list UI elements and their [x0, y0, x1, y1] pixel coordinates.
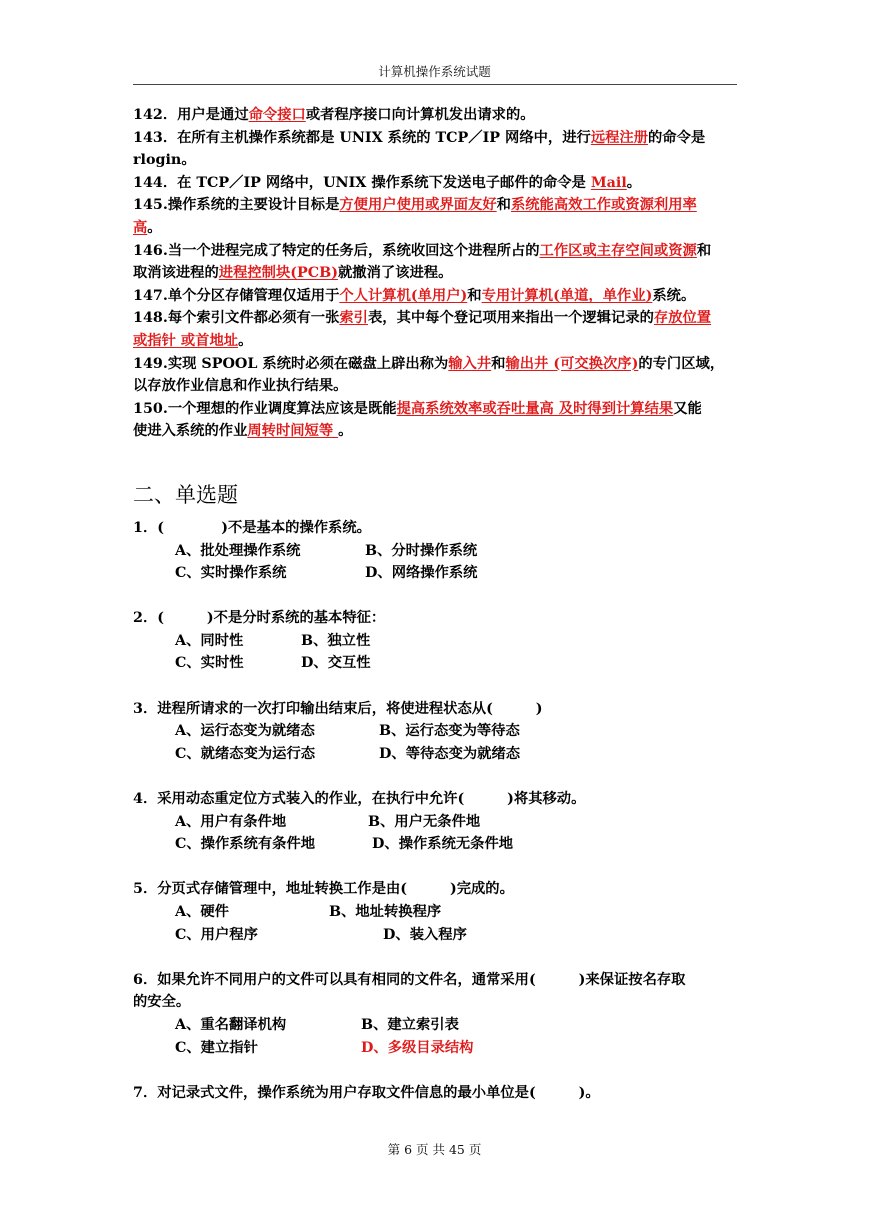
answer-text: 高 — [133, 219, 148, 236]
option-row — [133, 562, 739, 585]
option-row — [133, 743, 739, 766]
fill-blank-line — [133, 240, 739, 263]
answer-text: Mail — [590, 174, 627, 191]
question-text: 和 — [467, 287, 482, 304]
question-text: 的专门区域， — [638, 355, 725, 372]
question-text: 147.单个分区存储管理仅适用于 — [133, 287, 340, 304]
fill-blank-line — [133, 172, 739, 195]
fill-blank-line — [133, 194, 739, 217]
page-content — [133, 104, 739, 1104]
question-stem: 3．进程所请求的一次打印输出结束后，将使进程状态从( ) — [133, 700, 543, 717]
fill-blank-line — [133, 104, 739, 127]
option-row — [133, 540, 739, 563]
question-stem: 5．分页式存储管理中，地址转换工作是由( )完成的。 — [133, 881, 514, 898]
question-text: 取消该进程的 — [133, 265, 219, 282]
answer-text: 工作区或主存空间或资源 — [539, 242, 697, 259]
answer-option: D、多级目录结构 — [361, 1039, 474, 1056]
option: A、硬件 — [175, 904, 229, 920]
page-header — [0, 62, 869, 80]
option: D、网络操作系统 — [365, 565, 478, 582]
question-spacer — [133, 675, 739, 698]
question-spacer — [133, 585, 739, 608]
answer-text: 专用计算机(单道，单作业) — [481, 287, 653, 304]
option: A、重名翻译机构 — [175, 1016, 287, 1033]
question-text: rlogin。 — [133, 152, 196, 169]
option: B、分时操作系统 — [365, 542, 478, 559]
option: D、操作系统无条件地 — [372, 836, 514, 853]
question-item — [133, 698, 739, 766]
question-item — [133, 969, 739, 1059]
question-text: 或者程序接口向计算机发出请求的。 — [305, 107, 535, 123]
option-row — [133, 901, 739, 924]
question-text: 150.一个理想的作业调度算法应该是既能 — [133, 400, 397, 417]
option: B、地址转换程序 — [329, 904, 442, 920]
fill-blank-section — [133, 104, 739, 443]
question-text: 146.当一个进程完成了特定的任务后，系统收回这个进程所占的 — [133, 242, 540, 259]
question-text: 和 — [496, 197, 511, 214]
option-row — [133, 1037, 739, 1060]
question-text: 。 — [147, 219, 162, 236]
page-footer — [0, 1140, 869, 1158]
answer-text: 提高系统效率或吞吐量高 及时得到计算结果 — [396, 400, 674, 417]
option: D、交互性 — [301, 655, 371, 672]
answer-text: 进程控制块(PCB) — [218, 265, 339, 282]
question-text: 和 — [696, 242, 712, 259]
question-item — [133, 788, 739, 856]
option-row — [133, 811, 739, 834]
question-text: 的命令是 — [648, 129, 706, 146]
option: C、建立指针 — [175, 1039, 258, 1056]
question-text: 。 — [626, 174, 642, 191]
question-text: 143．在所有主机操作系统都是 UNIX 系统的 TCP／IP 网络中，进行 — [133, 129, 591, 146]
question-text: 。 — [338, 423, 353, 440]
question-text: 又能 — [673, 400, 702, 417]
option: C、实时操作系统 — [175, 565, 287, 582]
option-row — [133, 720, 739, 743]
question-spacer — [133, 946, 739, 969]
question-stem: 2．( )不是分时系统的基本特征： — [133, 610, 386, 627]
option: B、运行态变为等待态 — [379, 723, 520, 740]
fill-blank-line — [133, 262, 739, 285]
page-number: 第 6 页 共 45 页 — [387, 1142, 482, 1157]
fill-blank-line — [133, 375, 739, 398]
question-item — [133, 607, 739, 675]
answer-text: 命令接口 — [248, 107, 306, 123]
question-text: 148.每个索引文件都必须有一张 — [133, 310, 340, 327]
question-text: 145.操作系统的主要设计目标是 — [133, 197, 340, 214]
option: C、用户程序 — [175, 926, 258, 943]
fill-blank-line — [133, 353, 739, 376]
question-text: 表，其中每个登记项用来指出一个逻辑记录的 — [367, 310, 654, 327]
option-row — [133, 924, 739, 947]
question-text: 以存放作业信息和作业执行结果。 — [133, 378, 348, 395]
answer-text: 周转时间短等 — [247, 423, 339, 440]
answer-text: 系统能高效工作或资源利用率 — [510, 197, 697, 214]
question-item — [133, 1082, 739, 1105]
question-spacer — [133, 765, 739, 788]
fill-blank-line — [133, 285, 739, 308]
answer-text: 存放位置 — [653, 310, 712, 327]
question-text: 使进入系统的作业 — [133, 423, 248, 440]
option-row — [133, 833, 739, 856]
fill-blank-line — [133, 398, 739, 421]
question-text: 142．用户是通过 — [133, 107, 249, 123]
option: C、就绪态变为运行态 — [175, 745, 316, 762]
fill-blank-line — [133, 149, 739, 172]
answer-text: 方便用户使用或界面友好 — [339, 197, 497, 214]
answer-text: 个人计算机(单用户) — [339, 287, 468, 304]
answer-text: 索引 — [339, 310, 368, 327]
option-row — [133, 630, 739, 653]
header-title: 计算机操作系统试题 — [378, 64, 491, 79]
option: A、同时性 — [175, 632, 244, 649]
answer-text: 远程注册 — [590, 129, 648, 146]
fill-blank-line — [133, 330, 739, 353]
question-stem: 4．采用动态重定位方式装入的作业，在执行中允许( )将其移动。 — [133, 791, 586, 808]
option: D、等待态变为就绪态 — [379, 745, 521, 762]
fill-blank-line — [133, 127, 739, 150]
option: A、用户有条件地 — [175, 813, 287, 830]
header-divider — [133, 84, 737, 85]
option: C、操作系统有条件地 — [175, 836, 316, 853]
option-row — [133, 1014, 739, 1037]
question-stem: 的安全。 — [133, 994, 191, 1011]
question-text: 就撤消了该进程。 — [338, 265, 453, 282]
question-item — [133, 878, 739, 946]
option: B、独立性 — [301, 632, 371, 649]
question-item — [133, 517, 739, 585]
option: C、实时性 — [175, 655, 244, 672]
fill-blank-line — [133, 307, 739, 330]
option: B、用户无条件地 — [368, 813, 481, 830]
fill-blank-line — [133, 420, 739, 443]
single-choice-section — [133, 517, 739, 1104]
question-spacer — [133, 1059, 739, 1082]
option-row — [133, 652, 739, 675]
option: B、建立索引表 — [361, 1016, 459, 1033]
question-stem: 6．如果允许不同用户的文件可以具有相同的文件名，通常采用( )来保证按名存取 — [133, 971, 686, 988]
option: A、批处理操作系统 — [175, 542, 301, 559]
question-spacer — [133, 856, 739, 879]
section-title: 二、单选题 — [133, 482, 238, 507]
question-text: 149.实现 SPOOL 系统时必须在磁盘上辟出称为 — [133, 355, 449, 372]
question-stem: 1．( )不是基本的操作系统。 — [133, 519, 371, 536]
question-text: 和 — [491, 355, 506, 372]
answer-text: 或指针 或首地址 — [133, 332, 239, 349]
option: D、装入程序 — [383, 926, 467, 943]
question-text: 。 — [238, 332, 253, 349]
fill-blank-line — [133, 217, 739, 240]
question-text: 144．在 TCP／IP 网络中，UNIX 操作系统下发送电子邮件的命令是 — [133, 174, 591, 191]
answer-text: 输出井 (可交换次序) — [505, 355, 639, 372]
option: A、运行态变为就绪态 — [175, 723, 315, 740]
question-text: 系统。 — [652, 287, 696, 304]
question-stem: 7．对记录式文件，操作系统为用户存取文件信息的最小单位是( )。 — [133, 1084, 600, 1101]
answer-text: 输入井 — [448, 355, 492, 372]
